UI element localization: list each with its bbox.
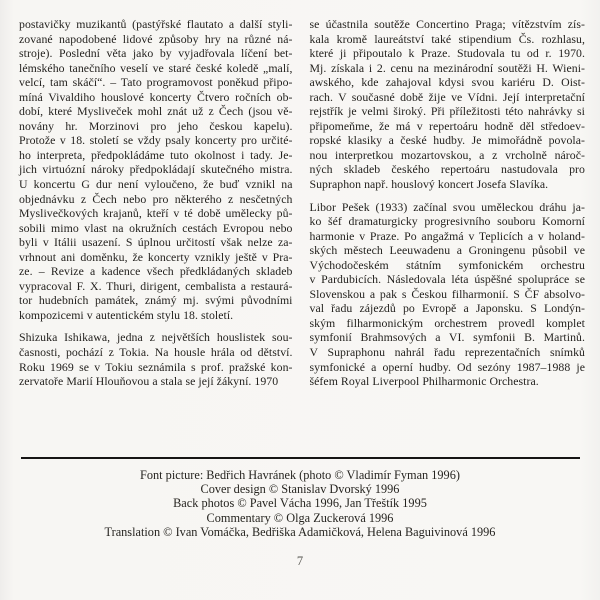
text-line: symfonické a operní hudby. Od sezóny 1987–1988 je [309, 359, 585, 374]
text-line: Shizuka Ishikawa, jedna z největších houslistek sou- [19, 330, 293, 345]
text-line: awského, kde zahajoval kdysi svou kariéru D. Oist- [309, 75, 585, 90]
credits-lines [0, 468, 600, 539]
text-line: stroje). Poslední věta jako by vyjadřovala líčení bet- [19, 46, 293, 61]
text-line: ropské klasiky a české hudby. Je mimořádně povola- [309, 133, 585, 148]
text-line: míná Vivaldiho houslové koncerty Čtvero ročních ob- [19, 89, 293, 104]
text-line: v Pardubicích. Následovala léta úspěšné spolupráce se [309, 272, 585, 287]
text-line: val řadu zájezdů po Evropě a Japonsku. S Londýn- [309, 301, 585, 316]
text-line: rach. V současné době žije ve Vídni. Její interpretační [309, 89, 585, 104]
text-line: ho interpreta, předpokládáme tuto okolnost i tady. Je- [19, 147, 293, 162]
text-line: šéfem Royal Liverpool Philharmonic Orchestra. [309, 374, 539, 389]
text-line: postavičky muzikantů (pastýřské flautato a další styli- [19, 17, 293, 31]
text-line: rejstřík je velmi široký. Při příležitosti této nahrávky si [309, 104, 585, 119]
credit-line: Back photos © Pavel Vácha 1996, Jan Třeštík 1995 [173, 496, 427, 511]
text-line: ze. – Revize a kadence všech předkládaných skladeb [19, 264, 293, 279]
credit-line: Font picture: Bedřich Havránek (photo © Vladimír Fyman 1996) [140, 467, 460, 482]
text-line: kompozicemi v autentickém stylu 18. století. [19, 307, 234, 322]
credit-line: Commentary © Olga Zuckerová 1996 [206, 510, 394, 525]
paragraph [310, 200, 586, 389]
text-line: zované napodobené lidové způsoby hry na různé ná- [19, 31, 293, 46]
text-line: ským filharmonickým orchestrem provedl komplet [309, 315, 585, 330]
text-line: Protože v 18. století se vždy psaly koncerty pro určité- [19, 133, 293, 148]
text-line: velcí, tam skáčí“. – Tato programovost poněkud připo- [19, 75, 293, 90]
paragraph [19, 330, 293, 388]
text-line: Myslivečkových krajanů, kteří v té době umělecky pů- [19, 206, 293, 221]
paragraph [310, 17, 586, 192]
text-line: Libor Pešek (1933) začínal svou uměleckou dráhu ja- [309, 199, 585, 214]
text-line: připomeňme, že má v repertoáru hodně děl středoev- [309, 118, 585, 133]
text-line: symfonií Brahmsových a VI. symfonii B. Martinů. [309, 330, 585, 345]
credits-section [0, 457, 600, 539]
divider-rule [21, 457, 580, 459]
text-line: byli v Itálii usazení. S úplnou určitostí však nelze za- [19, 235, 293, 250]
text-line: Slovenskou a pak s Českou filharmonií. S ČF absolvo- [309, 286, 585, 301]
text-line: dobí, které Mysliveček mohl znát už z Čech (jsou vě- [19, 104, 293, 119]
text-line: Mj. získala i 2. cenu na mezinárodní soutěži H. Wieni- [309, 60, 585, 75]
text-line: se účastnila soutěže Concertino Praga; vítězstvím zís- [309, 17, 585, 31]
text-line: ko šéf dramaturgicky progresivního souboru Komorní [309, 214, 585, 229]
text-line: Supraphon např. houslový koncert Josefa Slavíka. [309, 177, 549, 192]
text-line: Východočeském státním symfonickém orchestru [309, 257, 585, 272]
text-line: časnosti, pochází z Tokia. Na housle hrála od dětství. [19, 345, 293, 360]
text-line: novány hr. Morzinovi pro jeho českou kapelu). [19, 118, 293, 133]
text-line: lémského tanečního veselí ve staré české koledě „malí, [19, 60, 293, 75]
text-line: vypracoval F. X. Thuri, dirigent, cembalista a restaurá- [19, 278, 293, 293]
text-line: sobili mimo vlast na okružních cestách Evropou nebo [19, 220, 293, 235]
paragraph [19, 17, 293, 322]
text-line: ských městech Leeuwadenu a Groningenu působil ve [309, 243, 585, 258]
column-left [19, 17, 293, 389]
text-line: Roku 1969 se v Tokiu seznámila s prof. pražské kon- [19, 359, 293, 374]
credit-line: Translation © Ivan Vomáčka, Bedřiška Adamičková, Helena Baguivinová 1996 [104, 524, 496, 539]
text-line: ných skladeb českého repertoáru nastudovala pro [309, 162, 585, 177]
column-right [310, 17, 586, 389]
text-line: tor hudebních památek, známý mj. svými původními [19, 293, 293, 308]
text-line: U koncertu G dur není vyloučeno, že buď vznikl na [19, 177, 293, 192]
text-line: nou interpretkou mozartovskou, a z vrcholně nároč- [309, 147, 585, 162]
page-number: 7 [296, 554, 304, 569]
text-line: zervatoře Marií Hlouňovou a stala se její žákyní. 1970 [19, 374, 279, 389]
text-line: V Supraphonu nahrál řadu reprezentačních snímků [309, 345, 585, 360]
credit-line: Cover design © Stanislav Dvorský 1996 [200, 481, 400, 496]
text-line: které ji připoutalo k Praze. Studovala tu od r. 1970. [309, 46, 585, 61]
text-line: vrhnout ani doměnku, že koncerty vznikly ještě v Pra- [19, 249, 293, 264]
text-line: harmonie v Praze. Po angažmá v Teplicích a v holand- [309, 228, 585, 243]
text-line: kala kromě laureátství také stipendium Čs. rozhlasu, [309, 31, 585, 46]
text-line: jich virtuózní nároky předpokládají skutečného mistra. [19, 162, 293, 177]
text-line: objednávku z Čech nebo pro některého z nesčetných [19, 191, 293, 206]
